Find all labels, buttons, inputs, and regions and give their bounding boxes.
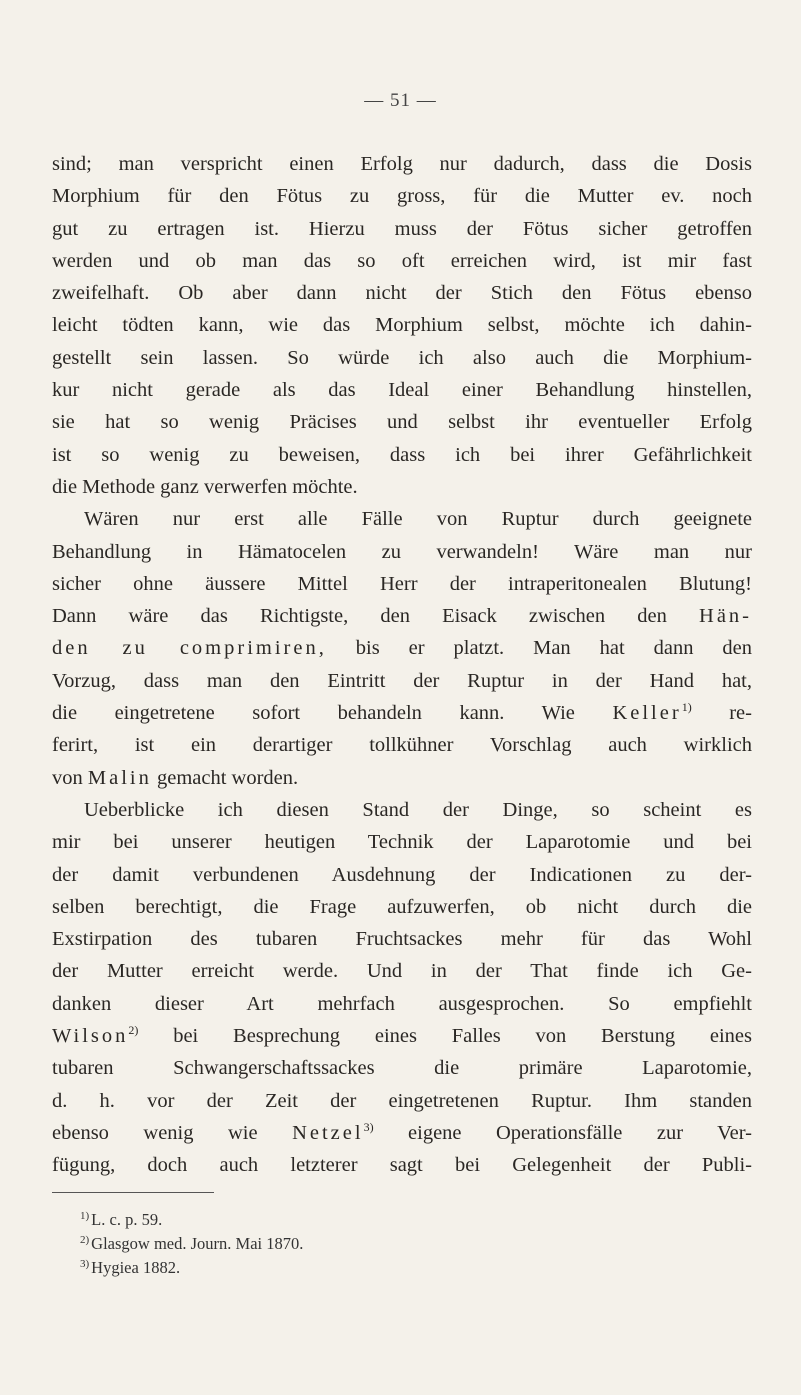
text-line: fügung, doch auch letzterer sagt bei Gelegenheit der Publi-: [52, 1154, 752, 1177]
author-name: Netzel: [292, 1121, 364, 1144]
spaced-name: Hän-: [699, 605, 752, 628]
text-line: der Mutter erreicht werde. Und in der That finde ich Ge-: [52, 960, 752, 983]
footnote-mark: 3): [80, 1257, 90, 1270]
text-line: Exstirpation des tubaren Fruchtsackes mehr für das Wohl: [52, 928, 752, 951]
text-line: zweifelhaft. Ob aber dann nicht der Stich den Fötus ebenso: [52, 282, 752, 305]
text-line: werden und ob man das so oft erreichen wird, ist mir fast: [52, 249, 752, 272]
footnote-text: L. c. p. 59.: [91, 1210, 163, 1229]
text-line: ist so wenig zu beweisen, dass ich bei ihrer Gefährlichkeit: [52, 443, 752, 466]
text-line: Wilson$^{2)}$ bei Besprechung eines Falles von Berstung eines: [52, 1023, 752, 1048]
text-line: ebenso wenig wie Netzel$^{3)}$ eigene Operationsfälle zur Ver-: [52, 1120, 752, 1144]
text-line: der damit verbundenen Ausdehnung der Indicationen zu der-: [52, 863, 752, 886]
footnote-reference[interactable]: 1): [681, 700, 692, 715]
text-line: d. h. vor der Zeit der eingetretenen Ruptur. Ihm standen: [52, 1089, 752, 1112]
author-name: Keller: [612, 702, 682, 725]
footnote-divider: [52, 1192, 214, 1193]
author-name: Wilson: [52, 1025, 129, 1048]
text-line: Vorzug, dass man den Eintritt der Ruptur in der Hand hat,: [52, 669, 752, 692]
footnote-text: Glasgow med. Journ. Mai 1870.: [91, 1234, 304, 1253]
spaced-phrase: den zu comprimiren,: [52, 637, 327, 660]
text-line: danken dieser Art mehrfach ausgesprochen. So empfiehlt: [52, 992, 752, 1015]
text-line: Dann wäre das Richtigste, den Eisack zwischen den Hän-: [52, 605, 752, 628]
footnote-mark: 1): [80, 1209, 90, 1222]
text-line: Behandlung in Hämatocelen zu verwandeln! Wäre man nur: [52, 540, 752, 563]
page-number: — 51 —: [364, 90, 437, 111]
text-line: Morphium für den Fötus zu gross, für die Mutter ev. noch: [52, 185, 752, 208]
footnote-reference[interactable]: 2): [128, 1023, 139, 1038]
text-line: ferirt, ist ein derartiger tollkühner Vorschlag auch wirklich: [52, 734, 752, 757]
text-line: kur nicht gerade als das Ideal einer Behandlung hinstellen,: [52, 379, 752, 402]
text-line: die eingetretene sofort behandeln kann. Wie Keller$^{1)}$ re-: [52, 700, 752, 725]
text-line: den zu comprimiren, bis er platzt. Man hat dann den: [52, 637, 752, 660]
text-line: sind; man verspricht einen Erfolg nur dadurch, dass die Dosis: [52, 153, 752, 175]
body-text: [52, 148, 752, 1182]
footnote: [80, 1232, 720, 1256]
text-line: die Methode ganz verwerfen möchte.: [52, 475, 358, 498]
footnote-reference[interactable]: 3): [363, 1120, 374, 1135]
text-line: leicht tödten kann, wie das Morphium selbst, möchte ich dahin-: [52, 314, 752, 337]
text-line: Wären nur erst alle Fälle von Ruptur durch geeignete: [84, 508, 752, 531]
footnotes: [80, 1208, 720, 1280]
text-line: gestellt sein lassen. So würde ich also auch die Morphium-: [52, 346, 752, 369]
text-line: mir bei unserer heutigen Technik der Laparotomie und bei: [52, 831, 752, 854]
footnote-mark: 2): [80, 1233, 90, 1246]
text-line: tubaren Schwangerschaftssackes die primäre Laparotomie,: [52, 1057, 752, 1080]
text-line: sicher ohne äussere Mittel Herr der intraperitonealen Blutung!: [52, 572, 752, 595]
footnote: [80, 1256, 720, 1280]
text-line: selben berechtigt, die Frage aufzuwerfen, ob nicht durch die: [52, 895, 752, 918]
text-line: von Malin gemacht worden.: [52, 766, 299, 789]
text-line: sie hat so wenig Präcises und selbst ihr eventueller Erfolg: [52, 411, 752, 434]
footnote: [80, 1208, 720, 1232]
author-name: Malin: [87, 766, 152, 789]
footnote-text: Hygiea 1882.: [91, 1258, 181, 1277]
text-line: Ueberblicke ich diesen Stand der Dinge, so scheint es: [84, 798, 752, 821]
text-line: gut zu ertragen ist. Hierzu muss der Fötus sicher getroffen: [52, 217, 752, 240]
